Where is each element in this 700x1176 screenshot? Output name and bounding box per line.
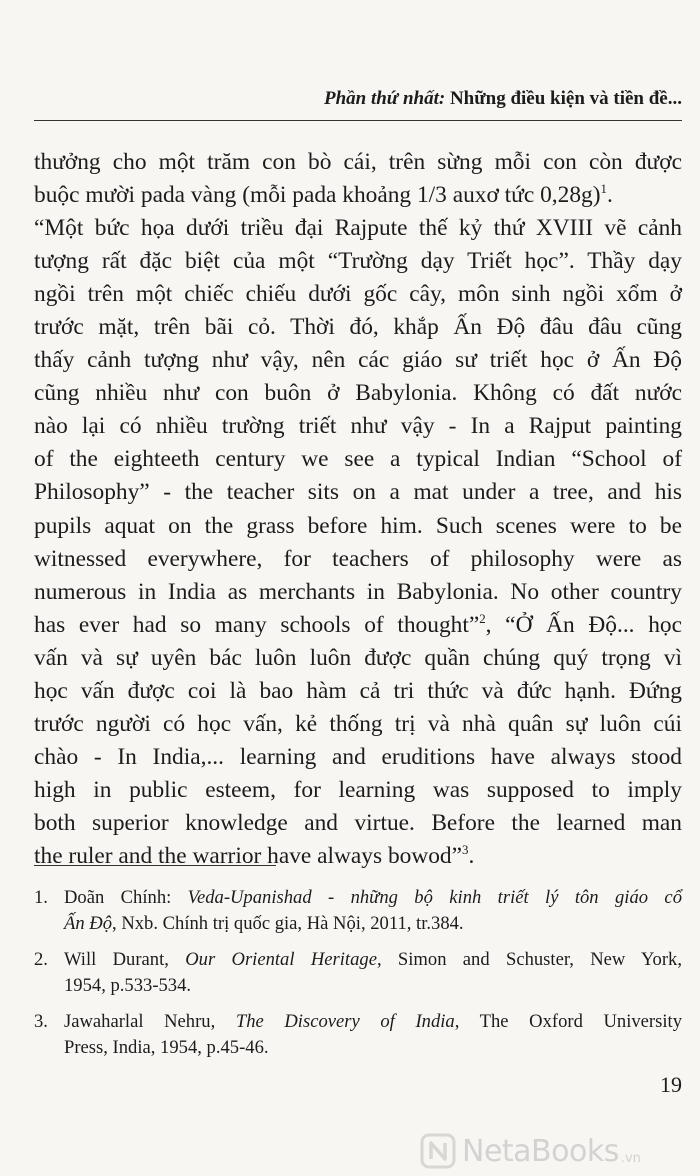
footnote-line xyxy=(64,1009,682,1035)
running-head-part-label: Phần thứ nhất: xyxy=(323,88,446,109)
body-line: nào lại có nhiều trường triết như vậy - In a Rajput painting xyxy=(34,413,682,440)
footnote-number: 3. xyxy=(34,1011,48,1032)
footnote-line xyxy=(64,911,682,937)
footnote-rule xyxy=(34,865,276,866)
body-line: Philosophy” - the teacher sits on a mat under a tree, and his xyxy=(34,479,682,506)
footnote-line: 1954, p.533-534. xyxy=(64,975,192,996)
body-line: chào - In India,... learning and eruditions have always stood xyxy=(34,743,682,770)
page-number: 19 xyxy=(660,1072,682,1097)
body-line: “Một bức họa dưới triều đại Rajpute thế kỷ thứ XVIII vẽ cảnh xyxy=(34,215,682,242)
body-line-tail: . xyxy=(606,182,613,209)
body-line-text: the ruler and the warrior have always bowod” xyxy=(34,842,463,869)
watermark-suffix: .vn xyxy=(620,1151,641,1166)
footnote-ref-2: 2 xyxy=(479,611,486,626)
body-line: tượng rất đặc biệt của một “Trường dạy Triết học”. Thầy dạy xyxy=(34,248,682,275)
footnote-number: 1. xyxy=(34,887,48,908)
watermark-brand: NetaBooks xyxy=(462,1133,619,1169)
body-text xyxy=(34,146,682,873)
body-line: cũng nhiều như con buôn ở Babylonia. Không có đất nước xyxy=(34,380,682,407)
footnote-ref-1: 1 xyxy=(600,182,607,197)
footnote-line xyxy=(64,947,682,973)
footnote-line: Press, India, 1954, p.45-46. xyxy=(64,1037,269,1058)
footnote-author: Doãn Chính: xyxy=(64,887,188,908)
netabooks-logo-icon xyxy=(420,1133,456,1169)
body-line: pupils aquat on the grass before him. Such scenes were to be xyxy=(34,512,682,539)
footnote-3 xyxy=(34,1009,682,1061)
footnotes xyxy=(34,885,682,1071)
footnote-title: The Discovery of India xyxy=(235,1011,455,1032)
body-line xyxy=(34,609,682,642)
body-line xyxy=(34,840,682,873)
body-line: ngồi trên một chiếc chiếu dưới gốc cây, môn sinh ngồi xổm ở xyxy=(34,281,682,308)
footnote-publication: , Nxb. Chính trị quốc gia, Hà Nội, 2011, tr.384. xyxy=(112,913,464,934)
footnote-1 xyxy=(34,885,682,937)
body-line-text: has ever had so many schools of thought” xyxy=(34,611,480,638)
footnote-author: Jawaharlal Nehru, xyxy=(64,1011,236,1032)
footnote-ref-3: 3 xyxy=(462,842,469,857)
running-head-title: Những điều kiện và tiền đề... xyxy=(445,88,682,109)
body-line: both superior knowledge and virtue. Before the learned man xyxy=(34,809,682,836)
body-line: thưởng cho một trăm con bò cái, trên sừng mỗi con còn được xyxy=(34,149,682,175)
body-line: numerous in India as merchants in Babylonia. No other country xyxy=(34,578,682,605)
body-line: of the eighteeth century we see a typical Indian “School of xyxy=(34,446,682,473)
footnote-title: Ấn Độ xyxy=(64,913,113,934)
footnote-publication: , The Oxford University xyxy=(454,1011,682,1032)
header-rule xyxy=(34,120,682,121)
body-line: vấn và sự uyên bác luôn luôn được quần chúng quý trọng vì xyxy=(34,644,682,671)
footnote-publication: , Simon and Schuster, New York, xyxy=(376,949,682,970)
body-line: trước người có học vấn, kẻ thống trị và nhà quân sự luôn cúi xyxy=(34,710,682,737)
body-line: thấy cảnh tượng như vậy, nên các giáo sư triết học ở Ấn Độ xyxy=(34,347,682,374)
footnote-title: Our Oriental Heritage xyxy=(185,949,377,970)
body-line-tail: . xyxy=(468,842,475,869)
body-line xyxy=(34,179,682,212)
footnote-number: 2. xyxy=(34,949,48,970)
watermark xyxy=(420,1126,700,1176)
footnote-title: Veda-Upanishad - những bộ kinh triết lý tôn giáo cổ xyxy=(187,887,682,908)
body-line-tail: , “Ở Ấn Độ... học xyxy=(485,611,682,638)
body-line: trước mặt, trên bãi cỏ. Thời đó, khắp Ấn Độ đâu đâu cũng xyxy=(34,314,682,341)
body-line: witnessed everywhere, for teachers of philosophy were as xyxy=(34,545,682,572)
footnote-line xyxy=(64,885,682,911)
footnote-author: Will Durant, xyxy=(64,949,186,970)
body-line-text: buộc mười pada vàng (mỗi pada khoảng 1/3 auxơ tức 0,28g) xyxy=(34,182,601,209)
running-head xyxy=(34,88,682,110)
body-line: học vấn được coi là bao hàm cả tri thức và đức hạnh. Đứng xyxy=(34,677,682,704)
footnote-2 xyxy=(34,947,682,999)
body-line: high in public esteem, for learning was supposed to imply xyxy=(34,776,682,803)
